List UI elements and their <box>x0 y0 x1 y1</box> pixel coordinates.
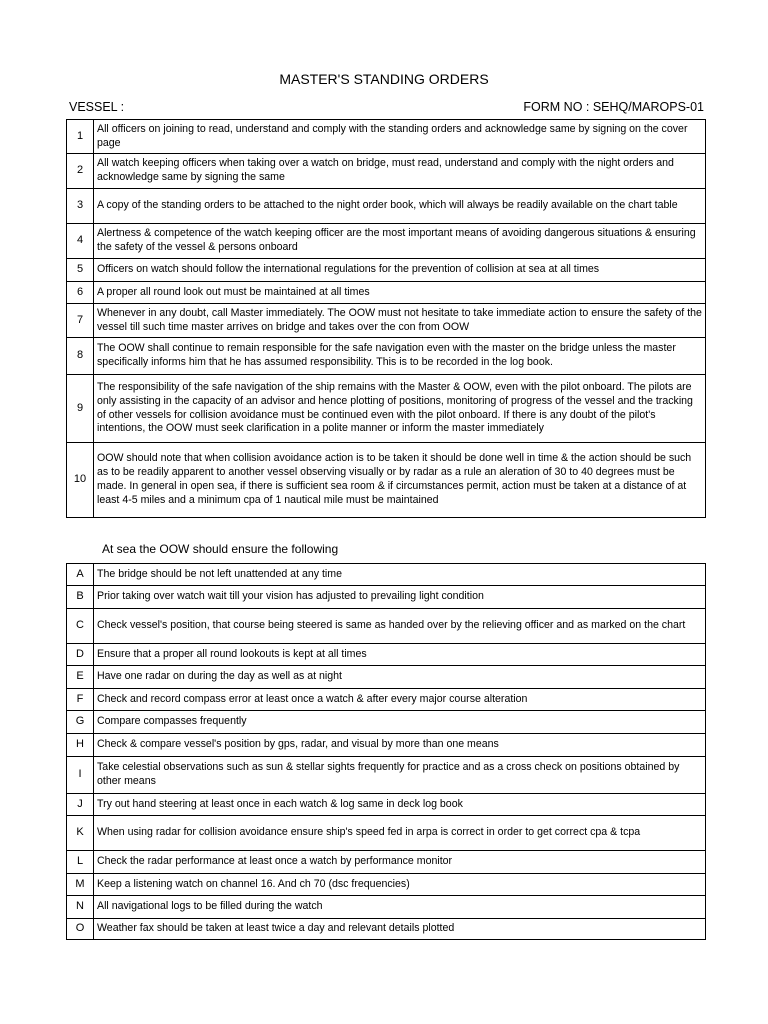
duty-row <box>67 874 706 896</box>
duty-row-index: O <box>67 919 94 940</box>
order-row-text: All watch keeping officers when taking over a watch on bridge, must read, understand and comply with the night orders and acknowledge same by signing the same <box>94 154 706 189</box>
duty-row-index: C <box>67 609 94 644</box>
duty-row-index: M <box>67 874 94 896</box>
duty-row <box>67 919 706 940</box>
duty-row-text: Ensure that a proper all round lookouts is kept at all times <box>94 644 706 666</box>
duty-row-text: The bridge should be not left unattended at any time <box>94 564 706 586</box>
order-row <box>67 304 706 338</box>
duty-row-index: G <box>67 711 94 734</box>
order-row-index: 3 <box>67 189 94 224</box>
duty-row <box>67 794 706 816</box>
duty-row-text: Try out hand steering at least once in each watch & log same in deck log book <box>94 794 706 816</box>
order-row-text: Whenever in any doubt, call Master immediately. The OOW must not hesitate to take immediate action to ensure the safety of the vessel till such time master arrives on bridge and takes over the con from OOW <box>94 304 706 338</box>
duty-row <box>67 816 706 851</box>
order-row-index: 1 <box>67 120 94 154</box>
order-row <box>67 375 706 443</box>
duty-row-index: L <box>67 851 94 874</box>
duty-row-index: K <box>67 816 94 851</box>
duty-row <box>67 851 706 874</box>
duty-row-text: Have one radar on during the day as well as at night <box>94 666 706 689</box>
duty-row-text: Check vessel's position, that course being steered is same as handed over by the relieving officer and as marked on the chart <box>94 609 706 644</box>
duty-row <box>67 666 706 689</box>
duty-row-text: When using radar for collision avoidance ensure ship's speed fed in arpa is correct in order to get correct cpa & tcpa <box>94 816 706 851</box>
duty-row-text: Weather fax should be taken at least twice a day and relevant details plotted <box>94 919 706 940</box>
order-row <box>67 224 706 259</box>
order-row <box>67 259 706 282</box>
order-row-index: 4 <box>67 224 94 259</box>
form-number: FORM NO : SEHQ/MAROPS-01 <box>523 100 704 114</box>
order-row-text: A proper all round look out must be maintained at all times <box>94 282 706 304</box>
standing-orders-table <box>66 119 706 518</box>
duty-row-text: Check and record compass error at least once a watch & after every major course alteration <box>94 689 706 711</box>
duty-row <box>67 586 706 609</box>
order-row <box>67 338 706 375</box>
order-row-text: Alertness & competence of the watch keeping officer are the most important means of avoiding dangerous situations & ensuring the safety of the vessel & persons onboard <box>94 224 706 259</box>
duty-row-index: F <box>67 689 94 711</box>
duty-row <box>67 896 706 919</box>
duty-row-index: I <box>67 757 94 794</box>
duty-row-index: N <box>67 896 94 919</box>
duty-row-index: A <box>67 564 94 586</box>
duty-row-index: J <box>67 794 94 816</box>
duty-row <box>67 564 706 586</box>
duty-row-text: Check the radar performance at least once a watch by performance monitor <box>94 851 706 874</box>
order-row-index: 7 <box>67 304 94 338</box>
duty-row <box>67 644 706 666</box>
order-row-text: Officers on watch should follow the international regulations for the prevention of collision at sea at all times <box>94 259 706 282</box>
order-row-text: OOW should note that when collision avoidance action is to be taken it should be done well in time & the action should be such as to be readily apparent to another vessel observing visually or by radar as a rule an aleration of 30 to 40 degrees must be made. In general in open sea, if there is sufficient sea room & if circumstances permit, action must be taken at a distance of at least 4-5 miles and a minimum cpa of 1 nautical mile must be maintained <box>94 443 706 518</box>
order-row-text: The OOW shall continue to remain responsible for the safe navigation even with the master on the bridge unless the master specifically informs him that he has assumed responsibility. This is to be recorded in the log book. <box>94 338 706 375</box>
duty-row <box>67 609 706 644</box>
duty-row-index: B <box>67 586 94 609</box>
section-subheading: At sea the OOW should ensure the following <box>102 542 339 556</box>
duty-row-text: Prior taking over watch wait till your vision has adjusted to prevailing light condition <box>94 586 706 609</box>
duty-row-text: Compare compasses frequently <box>94 711 706 734</box>
order-row-text: All officers on joining to read, understand and comply with the standing orders and acknowledge same by signing on the cover page <box>94 120 706 154</box>
order-row-index: 2 <box>67 154 94 189</box>
order-row <box>67 189 706 224</box>
order-row <box>67 282 706 304</box>
duty-row-index: D <box>67 644 94 666</box>
vessel-label: VESSEL : <box>69 100 125 114</box>
duty-row-text: Keep a listening watch on channel 16. And ch 70 (dsc frequencies) <box>94 874 706 896</box>
duty-row <box>67 757 706 794</box>
order-row-index: 8 <box>67 338 94 375</box>
duty-row-text: Check & compare vessel's position by gps, radar, and visual by more than one means <box>94 734 706 757</box>
duty-row-text: All navigational logs to be filled during the watch <box>94 896 706 919</box>
watch-duties-table <box>66 563 706 940</box>
duty-row-text: Take celestial observations such as sun & stellar sights frequently for practice and as a cross check on positions obtained by other means <box>94 757 706 794</box>
duty-row <box>67 689 706 711</box>
order-row-text: The responsibility of the safe navigation of the ship remains with the Master & OOW, even with the pilot onboard. The pilots are only assisting in the capacity of an advisor and hence plotting of positions, monitoring of progress of the vessel and the tracking of other vessels for collision avoidance must be continued even with the pilot onboard. If there is any doubt of the pilot's intentions, the OOW must seek clarification in a polite manner or inform the master immediately <box>94 375 706 443</box>
order-row-index: 10 <box>67 443 94 518</box>
duty-row-index: H <box>67 734 94 757</box>
duty-row <box>67 711 706 734</box>
order-row-index: 6 <box>67 282 94 304</box>
order-row <box>67 120 706 154</box>
order-row-index: 5 <box>67 259 94 282</box>
order-row <box>67 443 706 518</box>
page-title: MASTER'S STANDING ORDERS <box>279 71 489 87</box>
duty-row <box>67 734 706 757</box>
order-row-text: A copy of the standing orders to be attached to the night order book, which will always be readily available on the chart table <box>94 189 706 224</box>
duty-row-index: E <box>67 666 94 689</box>
order-row-index: 9 <box>67 375 94 443</box>
order-row <box>67 154 706 189</box>
